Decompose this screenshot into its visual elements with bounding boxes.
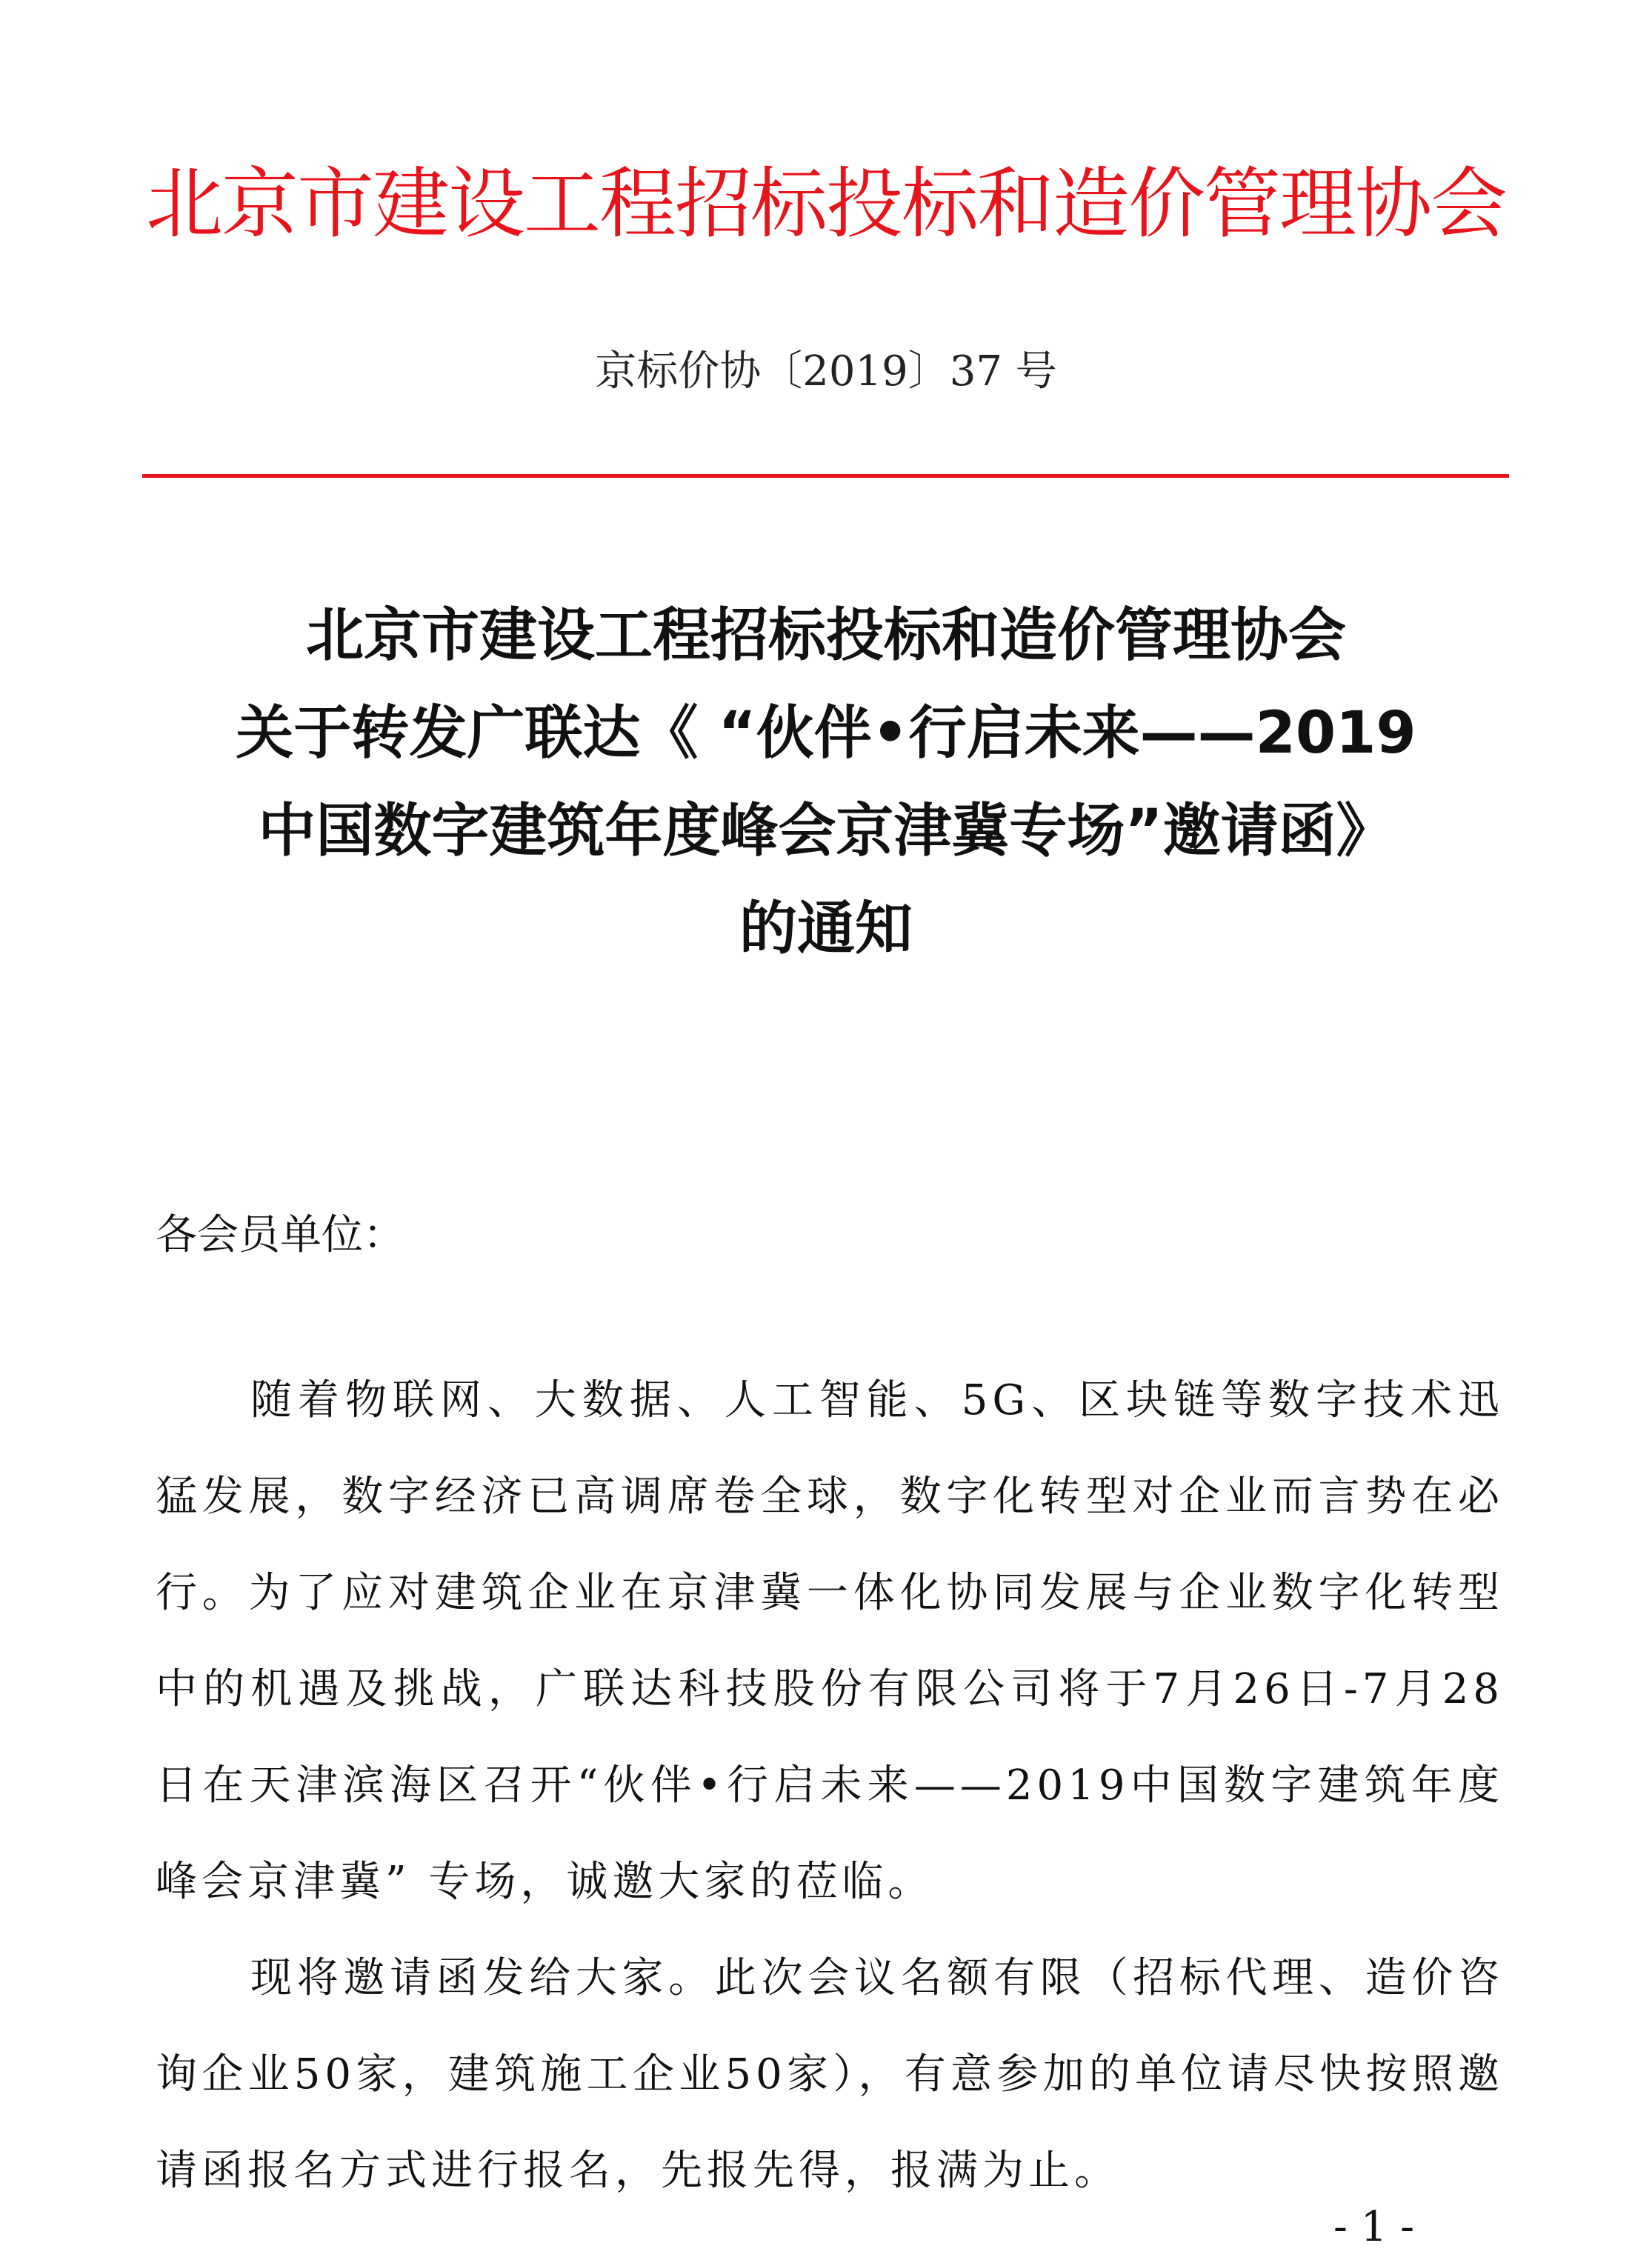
title-line: 的通知 [739,896,913,962]
document-number: 京标价协〔2019〕37 号 [595,347,1057,396]
salutation: 各会员单位： [156,1211,404,1259]
red-divider-rule [142,474,1509,478]
title-line: 中国数字建筑年度峰会京津冀专场”邀请函》 [258,798,1394,864]
organization-header: 北京市建设工程招标投标和造价管理协会 [145,159,1506,249]
notice-title [111,601,1541,993]
page-number: - 1 - [1333,2203,1415,2251]
title-line: 北京市建设工程招标投标和造价管理协会 [305,602,1346,669]
title-line: 关于转发广联达《 “伙伴•行启未来——2019 [236,700,1416,767]
body-paragraph: 随着物联网、大数据、人工智能、5G、区块链等数字技术迅猛发展，数字经济已高调席卷全球，数字化转型对企业而言势在必行。为了应对建筑企业在京津冀一体化协同发展与企业数字化转型中的机遇及挑战，广联达科技股份有限公司将于7月26日-7月28日在天津滨海区召开“伙伴•行启未来——2019中国数字建筑年度峰会京津冀” 专场，诚邀大家的莅临。 [156,1376,1504,1906]
body-paragraph: 现将邀请函发给大家。此次会议名额有限（招标代理、造价咨询企业50家，建筑施工企业50家），有意参加的单位请尽快按照邀请函报名方式进行报名，先报先得，报满为止。 [156,1954,1504,2195]
